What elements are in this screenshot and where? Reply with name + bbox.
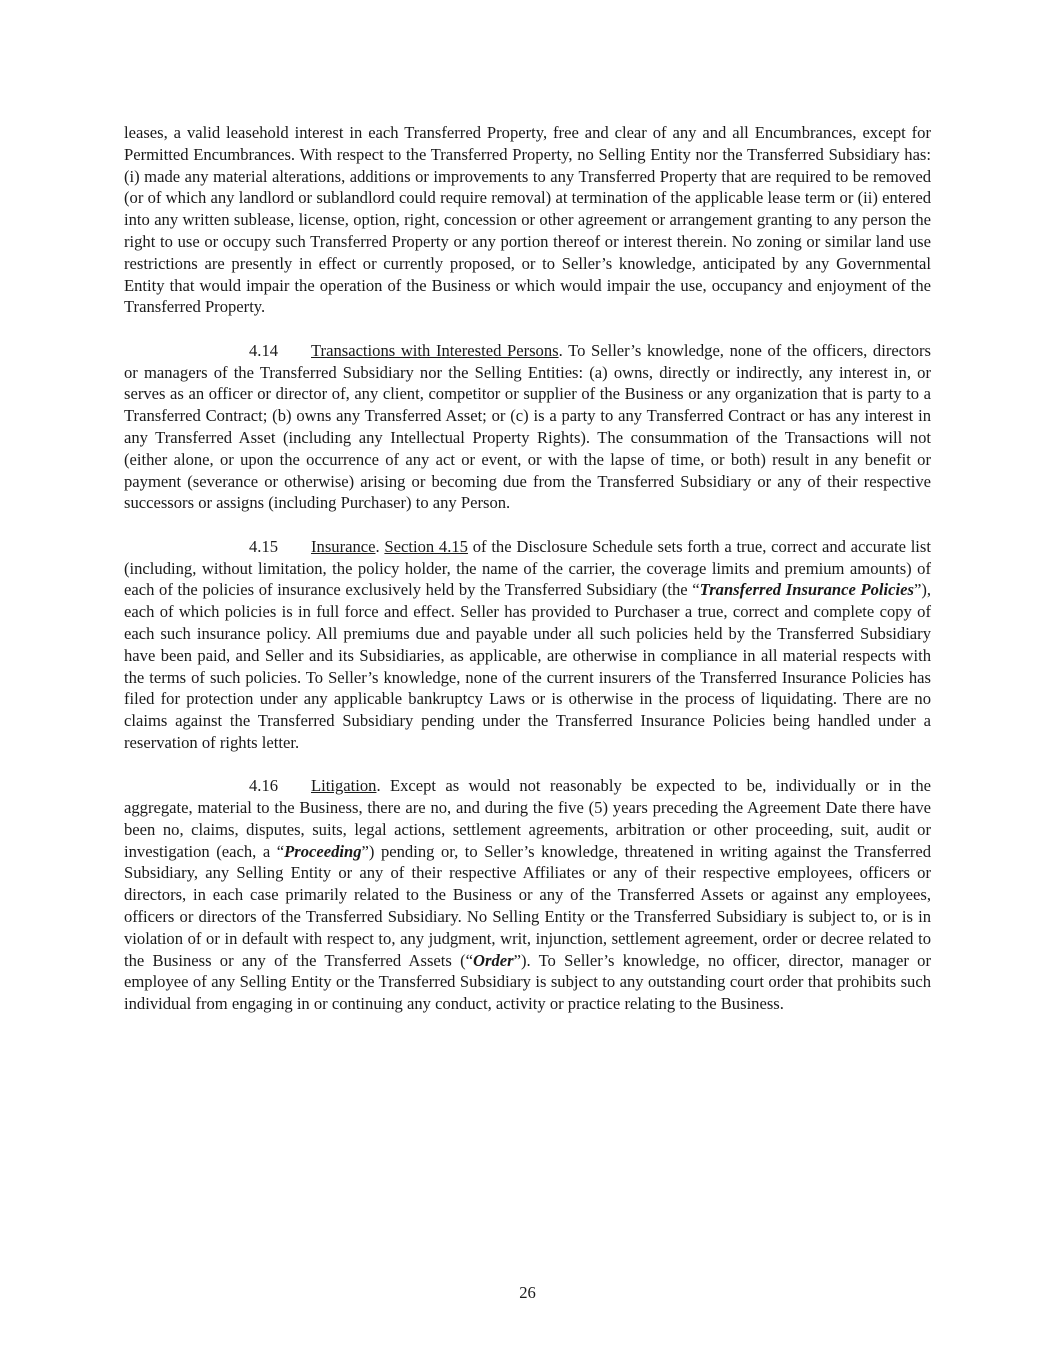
section-body: . — [375, 536, 385, 556]
section-heading: Transactions with Interested Persons — [311, 340, 559, 360]
section-body: . Except as would not reasonably be expected to be, individually or in the aggregate, material to the Business, there are no, and during the five (5) years preceding the Agreement Date there have been no, claims, disputes, suits, legal actions, settlement agreements, arbitration or other proceeding, suit, audit or investigation (each, a “ — [124, 776, 931, 861]
section-body: of the Disclosure Schedule sets forth a true, correct and accurate list (including, without limitation, the policy holder, the name of the carrier, the coverage limits and premium amounts) of each of the policies of insurance exclusively held by the Transferred Subsidiary (the “ — [124, 536, 931, 600]
defined-term: Transferred Insurance Policies — [699, 580, 914, 600]
section-4-14 — [124, 340, 931, 514]
section-number: 4.15 — [249, 536, 279, 556]
document-page — [124, 122, 931, 1015]
defined-term: Proceeding — [284, 841, 362, 861]
defined-term: Order — [473, 950, 514, 970]
section-4-16 — [124, 775, 931, 1015]
section-heading: Litigation — [311, 776, 377, 796]
section-cross-reference: Section 4.15 — [384, 536, 468, 556]
section-body: ”), each of which policies is in full force and effect. Seller has provided to Purchaser a true, correct and complete copy of each such insurance policy. All premiums due and payable under all such policies held by the Transferred Subsidiary have been paid, and Seller and its Subsidiaries, as applicable, are otherwise in compliance in all material respects with the terms of such policies. To Seller’s knowledge, none of the current insurers of the Transferred Insurance Policies has filed for protection under any applicable bankruptcy Laws or is otherwise in the process of liquidating. There are no claims against the Transferred Subsidiary pending under the Transferred Insurance Policies being handled under a reservation of rights letter. — [124, 580, 931, 752]
section-body: . To Seller’s knowledge, none of the officers, directors or managers of the Transferred Subsidiary nor the Selling Entities: (a) owns, directly or indirectly, any interest in, or serves as an officer or director of, any client, competitor or supplier of the Business or any organization that is party to a Transferred Contract; (b) owns any Transferred Asset; or (c) is a party to any Transferred Contract or has any interest in any Transferred Asset (including any Intellectual Property Rights). The consummation of the Transactions will not (either alone, or upon the occurrence of any act or event, or with the lapse of time, or both) result in any benefit or payment (severance or otherwise) arising or becoming due from the Transferred Subsidiary or any of their respective successors or assigns (including Purchaser) to any Person. — [124, 340, 931, 513]
section-4-15 — [124, 536, 931, 754]
section-body: ”). To Seller’s knowledge, no officer, director, manager or employee of any Selling Entity or the Transferred Subsidiary is subject to any outstanding court order that prohibits such individual from engaging in or continuing any conduct, activity or practice relating to the Business. — [124, 950, 931, 1014]
section-heading: Insurance — [311, 536, 376, 556]
intro-paragraph: leases, a valid leasehold interest in each Transferred Property, free and clear of any and all Encumbrances, except for Permitted Encumbrances. With respect to the Transferred Property, no Selling Entity nor the Transferred Subsidiary has: (i) made any material alterations, additions or improvements to any Transferred Property that are required to be removed (or of which any landlord or sublandlord could require removal) at termination of the applicable lease term or (ii) entered into any written sublease, license, option, right, concession or other agreement or arrangement granting to any person the right to use or occupy such Transferred Property or any portion thereof or interest therein. No zoning or similar land use restrictions are presently in effect or currently proposed, or to Seller’s knowledge, anticipated by any Governmental Entity that would impair the operation of the Business or which would impair the use, occupancy and enjoyment of the Transferred Property. — [124, 123, 931, 317]
page-number: 26 — [519, 1283, 536, 1302]
section-body: ”) pending or, to Seller’s knowledge, threatened in writing against the Transferred Subsidiary, any Selling Entity or any of their respective Affiliates or any of their respective employees, officers or directors, in each case primarily related to the Business or any of the Transferred Assets or against any employees, officers or directors of the Transferred Subsidiary. No Selling Entity or the Transferred Subsidiary is subject to, or is in violation of or in default with respect to, any judgment, writ, injunction, settlement agreement, order or decree related to the Business or any of the Transferred Assets (“ — [124, 841, 932, 970]
section-number: 4.16 — [249, 776, 279, 796]
section-number: 4.14 — [249, 340, 279, 360]
